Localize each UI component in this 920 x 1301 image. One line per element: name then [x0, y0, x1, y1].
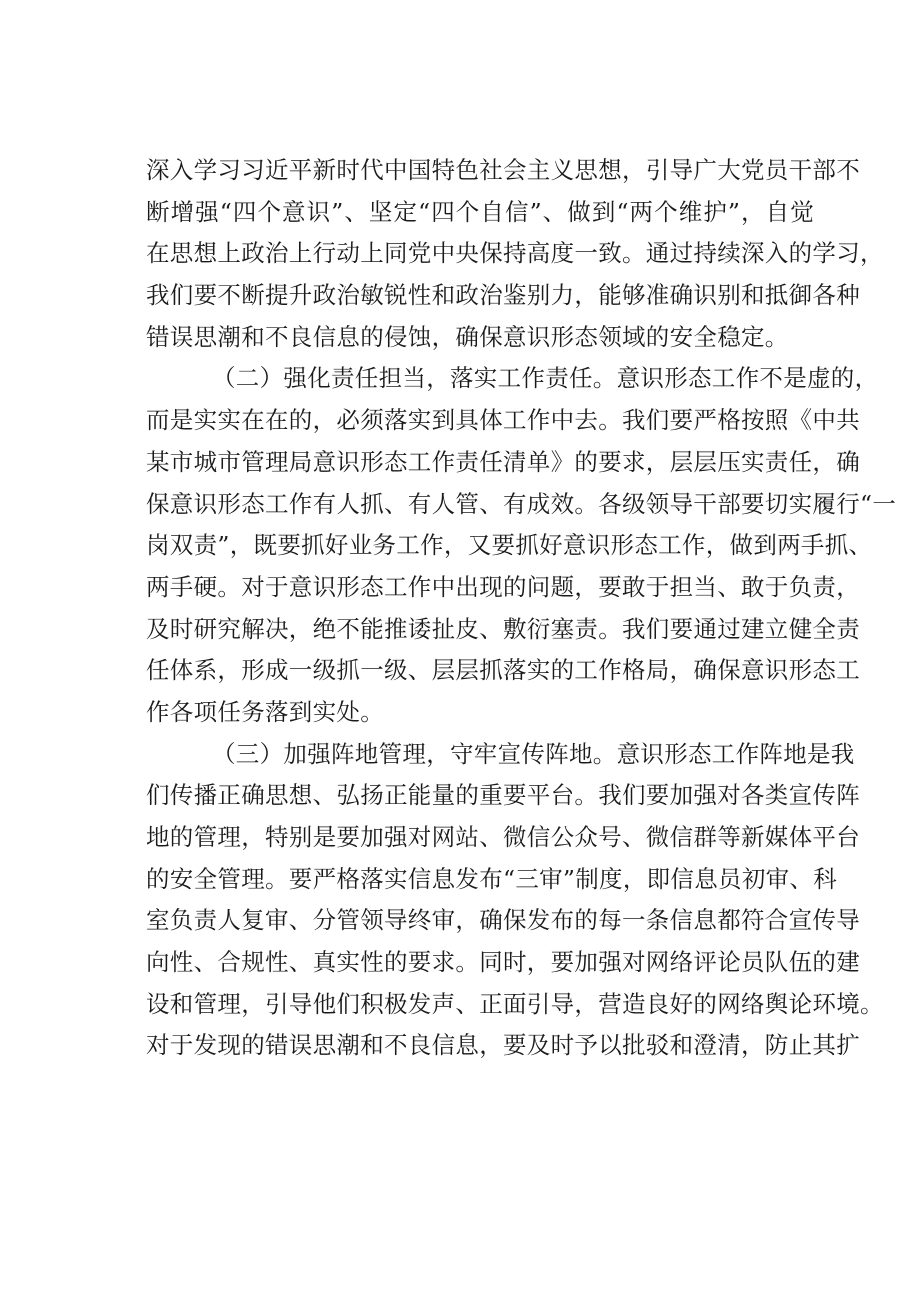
text-line: 作各项任务落到实处。 [146, 697, 384, 726]
text-line: 任体系，形成一级抓一级、层层抓落实的工作格局，确保意识形态工 [146, 656, 860, 685]
text-line: 在思想上政治上行动上同党中央保持高度一致。通过持续深入的学习， [146, 239, 884, 268]
text-line: 某市城市管理局意识形态工作责任清单》的要求，层层压实责任，确 [146, 447, 860, 476]
text-line: 向性、合规性、真实性的要求。同时，要加强对网络评论员队伍的建 [146, 948, 860, 977]
paragraph-3 [146, 734, 884, 1068]
text-line: 设和管理，引导他们积极发声、正面引导，营造良好的网络舆论环境。 [146, 989, 884, 1018]
paragraph-heading-line: （三）加强阵地管理，守牢宣传阵地。意识形态工作阵地是我 [212, 739, 855, 768]
text-line: 的安全管理。要严格落实信息发布“三审”制度，即信息员初审、科 [146, 864, 838, 893]
text-line: 保意识形态工作有人抓、有人管、有成效。各级领导干部要切实履行“一 [146, 489, 897, 518]
text-line: 而是实实在在的，必须落实到具体工作中去。我们要严格按照《中共 [146, 406, 860, 435]
paragraph-1 [146, 150, 884, 358]
text-line: 对于发现的错误思潮和不良信息，要及时予以批驳和澄清，防止其扩 [146, 1031, 860, 1060]
document-body [146, 150, 897, 1067]
text-line: 地的管理，特别是要加强对网站、微信公众号、微信群等新媒体平台 [146, 823, 860, 851]
text-line: 室负责人复审、分管领导终审，确保发布的每一条信息都符合宣传导 [146, 906, 860, 935]
text-line: 两手硬。对于意识形态工作中出现的问题，要敢于担当、敢于负责， [146, 572, 860, 601]
text-line: 岗双责”，既要抓好业务工作，又要抓好意识形态工作，做到两手抓、 [146, 531, 873, 560]
paragraph-heading-line: （二）强化责任担当，落实工作责任。意识形态工作不是虚的， [212, 364, 879, 393]
text-line: 们传播正确思想、弘扬正能量的重要平台。我们要加强对各类宣传阵 [146, 781, 860, 810]
text-line: 深入学习习近平新时代中国特色社会主义思想，引导广大党员干部不 [146, 156, 860, 184]
text-line: 我们要不断提升政治敏锐性和政治鉴别力，能够准确识别和抵御各种 [146, 281, 860, 310]
text-line: 断增强“四个意识”、坚定“四个自信”、做到“两个维护”，自觉 [146, 197, 814, 226]
text-line: 及时研究解决，绝不能推诿扯皮、敷衍塞责。我们要通过建立健全责 [146, 614, 860, 643]
text-line: 错误思潮和不良信息的侵蚀，确保意识形态领域的安全稳定。 [146, 322, 789, 351]
paragraph-2 [146, 358, 897, 733]
